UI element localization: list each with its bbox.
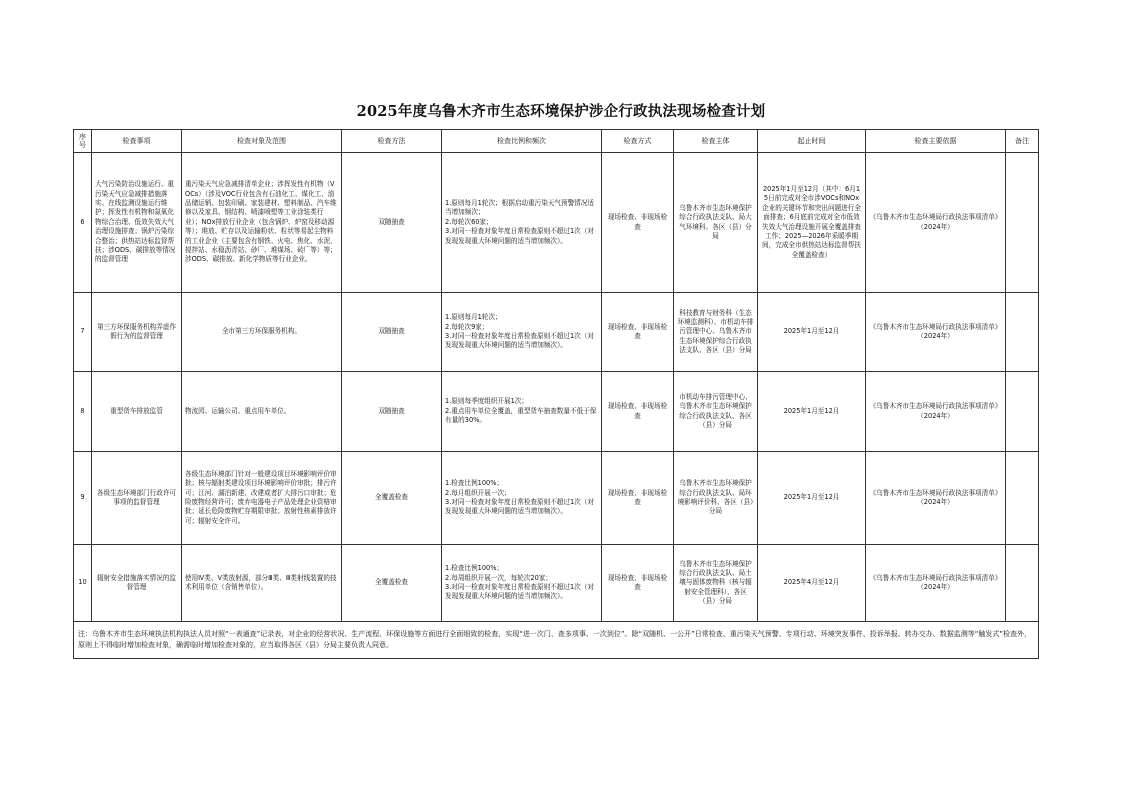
cell-seq: 7 <box>74 293 92 372</box>
cell-basis: 《乌鲁木齐市生态环境局行政执法事项清单》（2024年） <box>866 452 1006 545</box>
cell-target: 重污染天气应急减排清单企业；涉挥发性有机物（VOCs）（涉及VOC行业包含有石油化工、煤化工、油品储运销、包装印刷、家装建材、塑料制品、汽车维修以及家具、钢结构、喷漆喷塑等工业涂装类行业）；NOx排放行业企业（包含锅炉、炉窑及移动源等）；堆放、贮存以及运输粉状、粒状等易起尘物料的工业企业（主要包含有钢铁、火电、焦化、水泥、搅拌站、水稳沥青站、砂厂、堆煤场、砖厂等）等；涉ODS、碳排放、新化学物质等行业企业。 <box>182 153 342 293</box>
cell-mode: 现场检查、非现场检查 <box>602 293 674 372</box>
cell-basis: 《乌鲁木齐市生态环境局行政执法事项清单》（2024年） <box>866 372 1006 452</box>
cell-seq: 10 <box>74 545 92 622</box>
cell-remark <box>1006 153 1039 293</box>
cell-ratio: 1.原则每月1轮次； 2.每轮次9家； 3.对同一检查对象年度日常检查原则不超过1次（对发现发现重大环境问题的适当增加频次）。 <box>442 293 602 372</box>
cell-subject: 乌鲁木齐市生态环境保护综合行政执法支队、局大气环境科、各区（县）分局 <box>674 153 758 293</box>
cell-method: 双随抽查 <box>342 293 442 372</box>
cell-remark <box>1006 545 1039 622</box>
table-row <box>74 452 1039 545</box>
cell-ratio: 1.原则每月1轮次；根据启动重污染天气预警情况适当增加频次； 2.每轮次60家； 3.对同一检查对象年度日常检查原则不超过1次（对发现发现重大环境问题的适当增加频次）。 <box>442 153 602 293</box>
cell-ratio: 1.检查比例100%； 2.每月组织开展一次； 3.对同一检查对象年度日常检查原则不超过1次（对发现发现重大环境问题的适当增加频次）。 <box>442 452 602 545</box>
header-basis: 检查主要依据 <box>866 130 1006 153</box>
table-row <box>74 372 1039 452</box>
cell-method: 双随抽查 <box>342 153 442 293</box>
cell-method: 全覆盖检查 <box>342 545 442 622</box>
header-subject: 检查主体 <box>674 130 758 153</box>
table-row <box>74 545 1039 622</box>
cell-item: 第三方环保服务机构弄虚作假行为的监督管理 <box>92 293 182 372</box>
cell-period: 2025年1月至12月（其中：6月15日前完成对全市涉VOCs和NOx企业的关键环节和突出问题进行全面排查；6月底前完成对全市低效失效大气治理设施开展全覆盖排查工作；2025—2026年采暖季期间，完成全市供热站达标监督帮扶全覆盖检查） <box>758 153 866 293</box>
cell-basis: 《乌鲁木齐市生态环境局行政执法事项清单》（2024年） <box>866 545 1006 622</box>
cell-method: 全覆盖检查 <box>342 452 442 545</box>
cell-target: 使用Ⅳ类、Ⅴ类放射源，部分Ⅲ类、Ⅲ类射线装置的技术利用单位（含销售单位）。 <box>182 545 342 622</box>
cell-method: 双随抽查 <box>342 372 442 452</box>
table-row <box>74 153 1039 293</box>
cell-remark <box>1006 372 1039 452</box>
cell-seq: 9 <box>74 452 92 545</box>
cell-target: 全市第三方环保服务机构。 <box>182 293 342 372</box>
cell-item: 各级生态环境部门行政许可事项的监督管理 <box>92 452 182 545</box>
cell-target: 物流园、运输公司、重点用车单位。 <box>182 372 342 452</box>
cell-period: 2025年1月至12月 <box>758 293 866 372</box>
cell-ratio: 1.原则每季度组织开展1次； 2.重点用车单位全覆盖，重型货车抽查数量不低于保有量的30%。 <box>442 372 602 452</box>
cell-basis: 《乌鲁木齐市生态环境局行政执法事项清单》（2024年） <box>866 153 1006 293</box>
header-ratio: 检查比例和频次 <box>442 130 602 153</box>
header-remark: 备注 <box>1006 130 1039 153</box>
inspection-plan-table <box>73 129 1039 659</box>
cell-item: 重型货车排放监管 <box>92 372 182 452</box>
header-seq: 序号 <box>74 130 92 153</box>
page-title: 2025年度乌鲁木齐市生态环境保护涉企行政执法现场检查计划 <box>356 103 766 120</box>
header-target: 检查对象及范围 <box>182 130 342 153</box>
cell-subject: 市机动车排污管理中心、乌鲁木齐市生态环境保护综合行政执法支队、各区（县）分局 <box>674 372 758 452</box>
cell-seq: 6 <box>74 153 92 293</box>
header-item: 检查事项 <box>92 130 182 153</box>
cell-mode: 现场检查、非现场检查 <box>602 545 674 622</box>
table-note: 注：乌鲁木齐市生态环境执法机构执法人员对照“一表通查”记录表，对企业的经营状况、生产流程、环保设施等方面进行全面细致的检查，实现“进一次门、查多项事、一次到位”。除“双随机、一公开”日常检查、重污染天气预警、专项行动、环境突发事件、投诉举报、转办交办、数据监测等“触发式”检查外，原则上不得临时增加检查对象，确需临时增加检查对象的，应当取得各区（县）分局主要负责人同意。 <box>74 622 1039 659</box>
cell-mode: 现场检查、非现场检查 <box>602 452 674 545</box>
cell-subject: 乌鲁木齐市生态环境保护综合行政执法支队、局环境影响评价科、各区（县）分局 <box>674 452 758 545</box>
cell-remark <box>1006 293 1039 372</box>
cell-target: 各级生态环境部门针对一般建设项目环境影响评价审批；核与辐射类建设项目环境影响评价审批；排污许可；江河、湖泊新建、改建或者扩大排污口审批；危险废物经营许可；废弃电器电子产品处理企业资格审批；延长危险废物贮存期限审批；放射性核素排放许可；辐射安全许可。 <box>182 452 342 545</box>
cell-mode: 现场检查、非现场检查 <box>602 153 674 293</box>
table-row <box>74 293 1039 372</box>
cell-basis: 《乌鲁木齐市生态环境局行政执法事项清单》（2024年） <box>866 293 1006 372</box>
header-period: 起止时间 <box>758 130 866 153</box>
cell-remark <box>1006 452 1039 545</box>
table-header-row <box>74 130 1039 153</box>
cell-item: 大气污染防治设施运行、重污染天气应急减排措施落实、在线监测设施运行维护；挥发性有机物和氮氧化物综合治理、低效失效大气治理设施排查；锅炉污染综合整治；供热站达标监督帮扶；涉ODS、碳排放等情况的监督管理 <box>92 153 182 293</box>
cell-subject: 科技教育与财务科（生态环境监测科）、市机动车排污管理中心、乌鲁木齐市生态环境保护综合行政执法支队、各区（县）分局 <box>674 293 758 372</box>
header-mode: 检查方式 <box>602 130 674 153</box>
cell-subject: 乌鲁木齐市生态环境保护综合行政执法支队、局土壤与固体废物科（核与辐射安全管理科）、各区（县）分局 <box>674 545 758 622</box>
cell-item: 辐射安全措施落实情况的监督管理 <box>92 545 182 622</box>
table-note-row <box>74 622 1039 659</box>
cell-period: 2025年4月至12月 <box>758 545 866 622</box>
cell-period: 2025年1月至12月 <box>758 372 866 452</box>
cell-seq: 8 <box>74 372 92 452</box>
cell-period: 2025年1月至12月 <box>758 452 866 545</box>
cell-mode: 现场检查、非现场检查 <box>602 372 674 452</box>
cell-ratio: 1.检查比例100%； 2.每周组织开展一次，每轮次20家； 3.对同一检查对象年度日常检查原则不超过1次（对发现发现重大环境问题的适当增加频次）。 <box>442 545 602 622</box>
header-method: 检查方法 <box>342 130 442 153</box>
